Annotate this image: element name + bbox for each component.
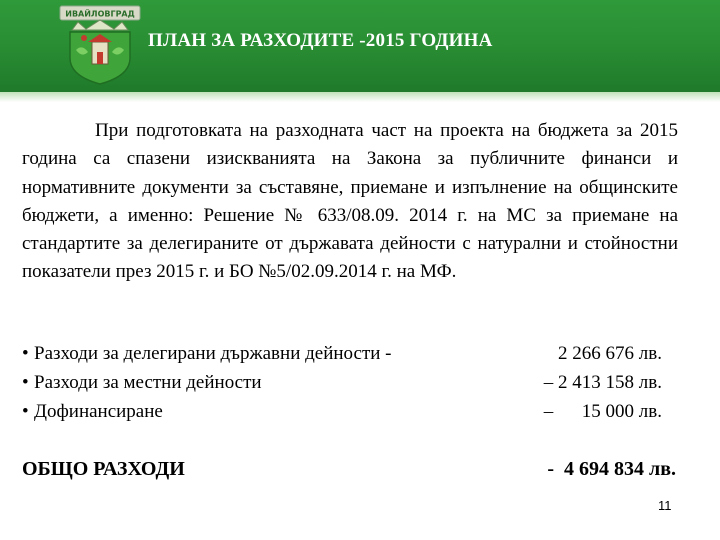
page-number: 11: [658, 498, 672, 513]
list-item: [22, 343, 662, 372]
page-title: ПЛАН ЗА РАЗХОДИТЕ -2015 ГОДИНА: [148, 30, 493, 51]
item-label: Разходи за местни дейности: [34, 372, 262, 393]
expense-list: [22, 343, 662, 430]
list-item: [22, 401, 662, 430]
bullet: •: [22, 343, 29, 364]
bullet: •: [22, 401, 29, 422]
item-amount: – 2 413 158 лв.: [543, 372, 662, 393]
header-fade: [0, 92, 720, 102]
total-label: ОБЩО РАЗХОДИ: [22, 458, 185, 480]
total-amount: - 4 694 834 лв.: [547, 458, 676, 480]
body-paragraph: При подготовката на разходната част на проекта на бюджета за 2015 година са спазени изискванията на Закона за публичните финанси и нормативните документи за съставяне, приемане и изпълнение на общинските бюджети, а именно: Решение № 633/08.09. 2014 г. на МС за приемане на стандартите за делегираните от държавата дейности с натурални и стойностни показатели през 2015 г. и БО №5/02.09.2014 г. на МФ.: [22, 120, 678, 283]
crest-logo: [58, 0, 142, 86]
item-amount: – 15 000 лв.: [543, 401, 662, 422]
item-amount: 2 266 676 лв.: [558, 343, 662, 364]
crest-text: ИВАЙЛОВГРАД: [65, 9, 135, 19]
item-label: Дофинансиране: [34, 401, 163, 422]
body-paragraph-container: [22, 117, 678, 287]
item-label: Разходи за делегирани държавни дейности -: [34, 343, 392, 364]
list-item: [22, 372, 662, 401]
bullet: •: [22, 372, 29, 393]
